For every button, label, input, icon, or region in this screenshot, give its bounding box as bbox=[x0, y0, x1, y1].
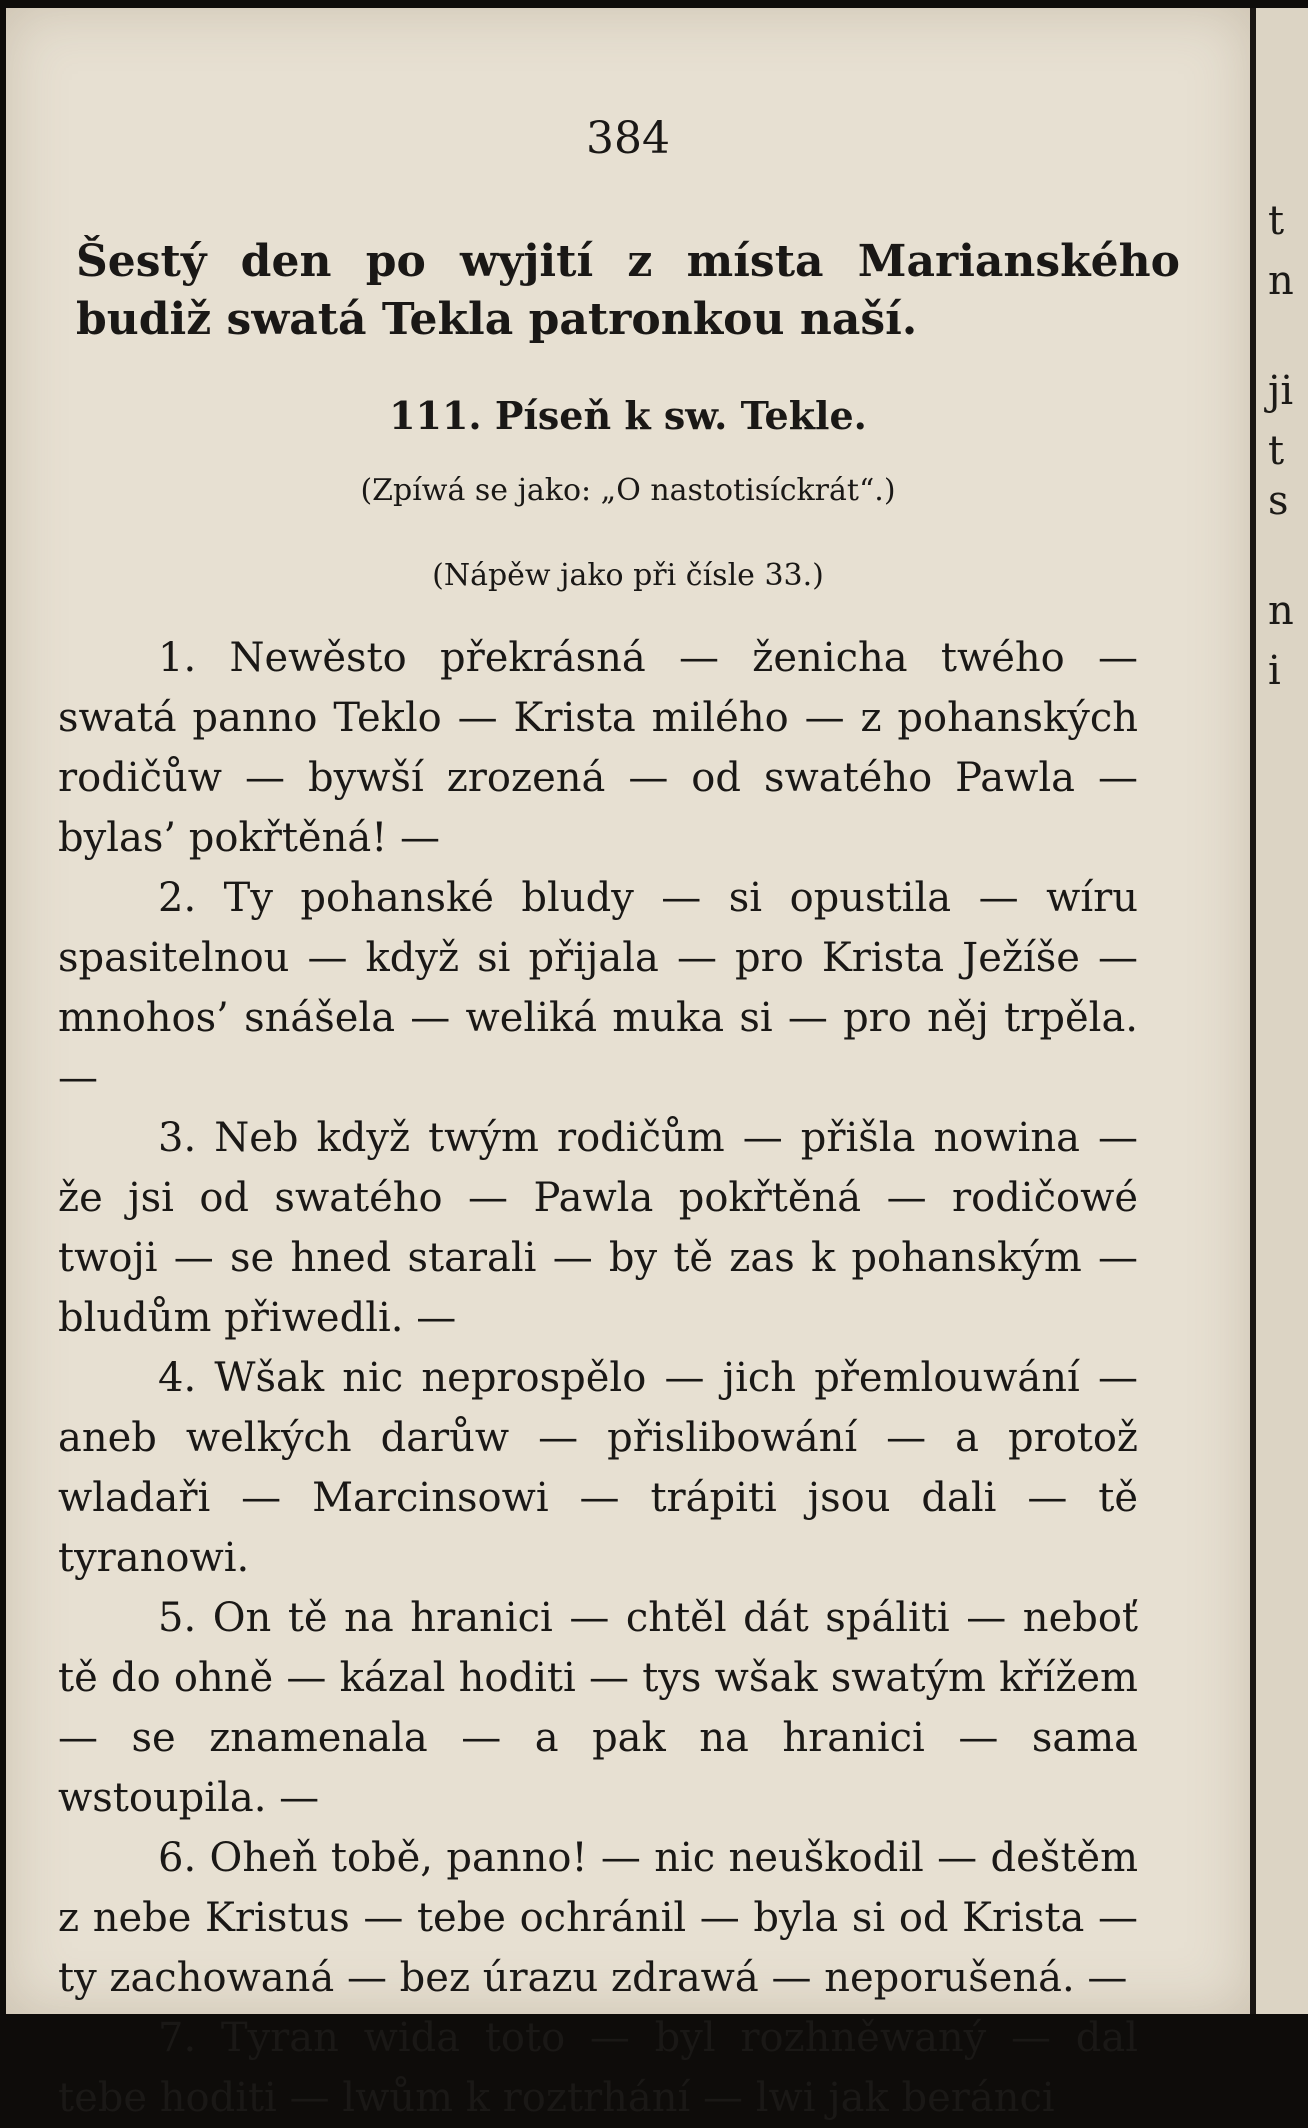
hymn-title bbox=[6, 393, 1250, 438]
edge-fragment: n bbox=[1268, 588, 1294, 634]
edge-fragment: ji bbox=[1268, 368, 1294, 414]
verses bbox=[58, 628, 1138, 2128]
verse-2: 2. Ty pohanské bludy — si opustila — wíru spasitelnou — když si přijala — pro Krista Ježíše — mnohos’ snášela — weliká muka si — pro něj trpěla. — bbox=[58, 875, 1138, 1101]
adjacent-page-edge bbox=[1250, 8, 1308, 2014]
verse-5: 5. On tě na hranici — chtěl dát spáliti — neboť tě do ohně — kázal hoditi — tys wšak swatým křížem — se znamenala — a pak na hranici — sama wstoupila. — bbox=[58, 1595, 1138, 1821]
book-page bbox=[6, 8, 1250, 2121]
verse-7: 7. Tyran wida toto — byl rozhněwaný — dal tebe hoditi — lwům k roztrhání — lwi jak beránci bbox=[58, 2015, 1138, 2121]
verse-3: 3. Neb když twým rodičům — přišla nowina — že jsi od swatého — Pawla pokřtěná — rodičowé twoji — se hned starali — by tě zas k pohanským — bludům přiwedli. — bbox=[58, 1115, 1138, 1341]
section-heading: Šestý den po wyjití z místa Marianského budiž swatá Tekla patronkou naší. bbox=[76, 236, 1180, 345]
edge-fragment: s bbox=[1268, 478, 1289, 524]
hymn-number: 111. bbox=[389, 393, 482, 438]
edge-fragment: t bbox=[1268, 198, 1285, 244]
edge-fragment: i bbox=[1268, 648, 1281, 694]
edge-fragment: t bbox=[1268, 428, 1285, 474]
hymn-name: Píseň k sw. Tekle. bbox=[494, 393, 867, 438]
verse-4: 4. Wšak nic neprospělo — jich přemlouwání — aneb welkých darůw — přislibowání — a protož wladaři — Marcinsowi — trápiti jsou dali — tě tyranowi. bbox=[58, 1355, 1138, 1581]
verse-1: 1. Newěsto překrásná — ženicha twého — swatá panno Teklo — Krista milého — z pohanských rodičůw — bywší zrozená — od swatého Pawla — bylas’ pokřtěná! — bbox=[58, 635, 1138, 861]
edge-fragment: n bbox=[1268, 258, 1294, 304]
tune-note: (Zpíwá se jako: „O nastotisíckrát“.) bbox=[360, 473, 896, 508]
melody-note: (Nápěw jako při čísle 33.) bbox=[432, 558, 824, 593]
page-number: 384 bbox=[586, 113, 670, 164]
verse-6: 6. Oheň tobě, panno! — nic neuškodil — deštěm z nebe Kristus — tebe ochránil — byla si od Krista — ty zachowaná — bez úrazu zdrawá — neporušená. — bbox=[58, 1835, 1138, 2001]
